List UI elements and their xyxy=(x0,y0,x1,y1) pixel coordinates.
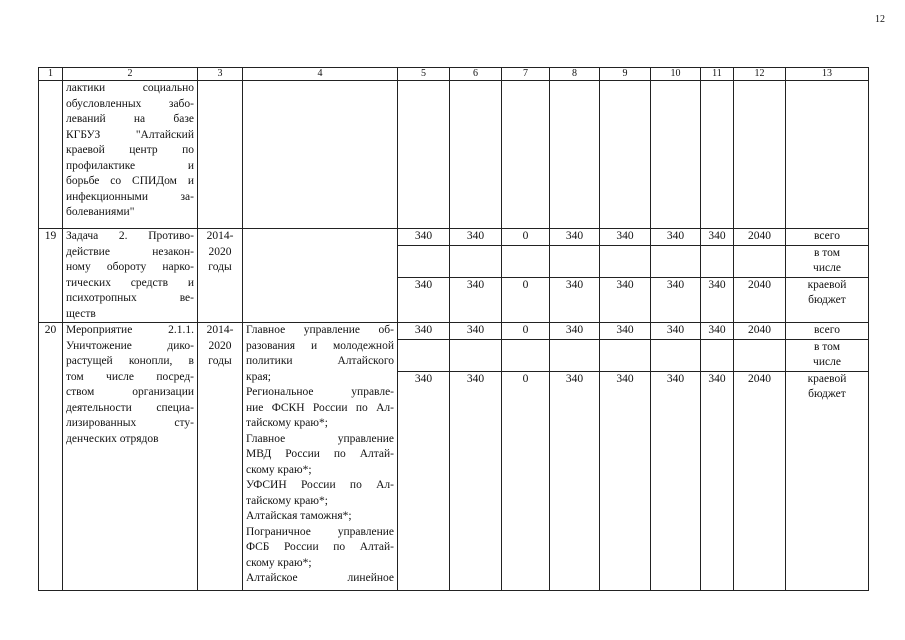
amount-cell: 340 xyxy=(398,229,450,246)
amount-cell: 340 xyxy=(701,323,734,340)
text-line: числе xyxy=(813,262,841,275)
source-label xyxy=(786,339,869,371)
amount-cell: 340 xyxy=(550,323,600,340)
text-line: Региональное управле- xyxy=(246,386,394,398)
header-cell: 9 xyxy=(600,68,651,81)
period xyxy=(198,229,243,323)
source-label: всего xyxy=(786,229,869,246)
task-name xyxy=(63,229,198,323)
amount-cell: 340 xyxy=(701,277,734,322)
amount-cell: 340 xyxy=(651,229,701,246)
text-line: тайскому краю*; xyxy=(246,494,328,507)
header-cell: 8 xyxy=(550,68,600,81)
text-line: болеваниями" xyxy=(66,206,135,218)
header-cell: 12 xyxy=(734,68,786,81)
text-line: лактики социально xyxy=(66,82,194,94)
text-line: обусловленных забо- xyxy=(66,97,194,110)
text-line: профилактике и xyxy=(66,159,194,172)
header-cell: 6 xyxy=(450,68,502,81)
text-line: 2020 xyxy=(208,245,232,258)
text-line: бюджет xyxy=(808,294,846,307)
text-line: Пограничное управление xyxy=(246,525,394,538)
measure-name xyxy=(63,323,198,591)
amount-cell: 340 xyxy=(701,229,734,246)
amount-cell: 340 xyxy=(550,277,600,322)
amount-cell: 340 xyxy=(600,323,651,340)
amount-cell: 340 xyxy=(600,371,651,590)
source-label: всего xyxy=(786,323,869,340)
text-line: психотропных ве- xyxy=(66,292,194,304)
row-19-total xyxy=(39,229,869,246)
header-row xyxy=(39,68,869,81)
text-line: скому краю*; xyxy=(246,463,312,476)
header-cell: 10 xyxy=(651,68,701,81)
amount-cell: 0 xyxy=(502,323,550,340)
header-cell: 2 xyxy=(63,68,198,81)
amount-cell: 340 xyxy=(651,371,701,590)
header-cell: 5 xyxy=(398,68,450,81)
text-line: ществ xyxy=(66,307,96,320)
text-line: МВД России по Алтай- xyxy=(246,448,394,460)
text-line: Главное управление об- xyxy=(246,324,394,336)
amount-cell: 340 xyxy=(600,277,651,322)
amount-cell: 340 xyxy=(398,323,450,340)
text-line: края; xyxy=(246,370,271,383)
amount-cell: 340 xyxy=(550,229,600,246)
text-line: 2014- xyxy=(206,324,234,336)
text-line: Мероприятие 2.1.1. xyxy=(66,324,194,336)
text-line: инфекционными за- xyxy=(66,190,194,203)
amount-cell: 340 xyxy=(450,229,502,246)
text-line: леваний на базе xyxy=(66,113,194,125)
continuation-name xyxy=(63,81,198,229)
text-line: в том xyxy=(814,246,840,259)
executors xyxy=(243,323,398,591)
text-line: действие незакон- xyxy=(66,245,194,258)
header-cell: 7 xyxy=(502,68,550,81)
text-line: Алтайская таможня*; xyxy=(246,510,352,522)
amount-cell: 0 xyxy=(502,277,550,322)
text-line: числе xyxy=(813,356,841,368)
text-line: в том xyxy=(814,340,840,353)
text-line: тайскому краю*; xyxy=(246,417,328,429)
amount-cell: 0 xyxy=(502,371,550,590)
text-line: КГБУЗ "Алтайский xyxy=(66,128,194,141)
text-line: лизированных сту- xyxy=(66,417,194,429)
amount-cell: 340 xyxy=(398,277,450,322)
text-line: политики Алтайского xyxy=(246,355,394,367)
row-number: 19 xyxy=(39,229,63,323)
amount-cell: 340 xyxy=(450,323,502,340)
header-cell: 1 xyxy=(39,68,63,81)
text-line: ние ФСКН России по Ал- xyxy=(246,401,394,414)
continuation-row xyxy=(39,81,869,229)
amount-total-cell: 2040 xyxy=(734,277,786,322)
program-table xyxy=(38,67,869,591)
amount-total-cell: 2040 xyxy=(734,229,786,246)
amount-cell: 340 xyxy=(701,371,734,590)
header-cell: 13 xyxy=(786,68,869,81)
source-label xyxy=(786,371,869,590)
text-line: краевой xyxy=(807,278,847,291)
amount-cell: 340 xyxy=(651,277,701,322)
amount-cell: 340 xyxy=(600,229,651,246)
text-line: Главное управление xyxy=(246,432,394,445)
amount-cell: 340 xyxy=(398,371,450,590)
page-number: 12 xyxy=(875,14,885,25)
text-line: разования и молодежной xyxy=(246,339,394,352)
header-cell: 3 xyxy=(198,68,243,81)
text-line: ством организации xyxy=(66,386,194,398)
period xyxy=(198,323,243,591)
amount-cell: 0 xyxy=(502,229,550,246)
header-cell: 11 xyxy=(701,68,734,81)
text-line: УФСИН России по Ал- xyxy=(246,479,394,491)
text-line: ФСБ России по Алтай- xyxy=(246,541,394,553)
text-line: том числе посред- xyxy=(66,370,194,383)
amount-total-cell: 2040 xyxy=(734,323,786,340)
amount-cell: 340 xyxy=(550,371,600,590)
source-label xyxy=(786,277,869,322)
text-line: скому краю*; xyxy=(246,556,312,569)
amount-cell: 340 xyxy=(450,371,502,590)
text-line: Алтайское линейное xyxy=(246,572,394,584)
text-line: растущей конопли, в xyxy=(66,355,194,367)
row-20-total xyxy=(39,323,869,340)
text-line: денческих отрядов xyxy=(66,432,159,445)
source-label xyxy=(786,245,869,277)
text-line: 2020 xyxy=(208,339,232,352)
text-line: краевой центр по xyxy=(66,144,194,156)
amount-cell: 340 xyxy=(651,323,701,340)
amount-cell: 340 xyxy=(450,277,502,322)
executors xyxy=(243,229,398,323)
text-line: ному обороту нарко- xyxy=(66,261,194,273)
text-line: бюджет xyxy=(808,388,846,400)
text-line: годы xyxy=(208,355,232,367)
text-line: Задача 2. Противо- xyxy=(66,230,194,242)
row-number: 20 xyxy=(39,323,63,591)
header-cell: 4 xyxy=(243,68,398,81)
text-line: борьбе со СПИДом и xyxy=(66,175,194,187)
text-line: деятельности специа- xyxy=(66,401,194,414)
text-line: Уничтожение дико- xyxy=(66,339,194,352)
text-line: 2014- xyxy=(206,230,234,242)
text-line: годы xyxy=(208,261,232,273)
text-line: тических средств и xyxy=(66,276,194,289)
amount-total-cell: 2040 xyxy=(734,371,786,590)
text-line: краевой xyxy=(807,372,847,385)
